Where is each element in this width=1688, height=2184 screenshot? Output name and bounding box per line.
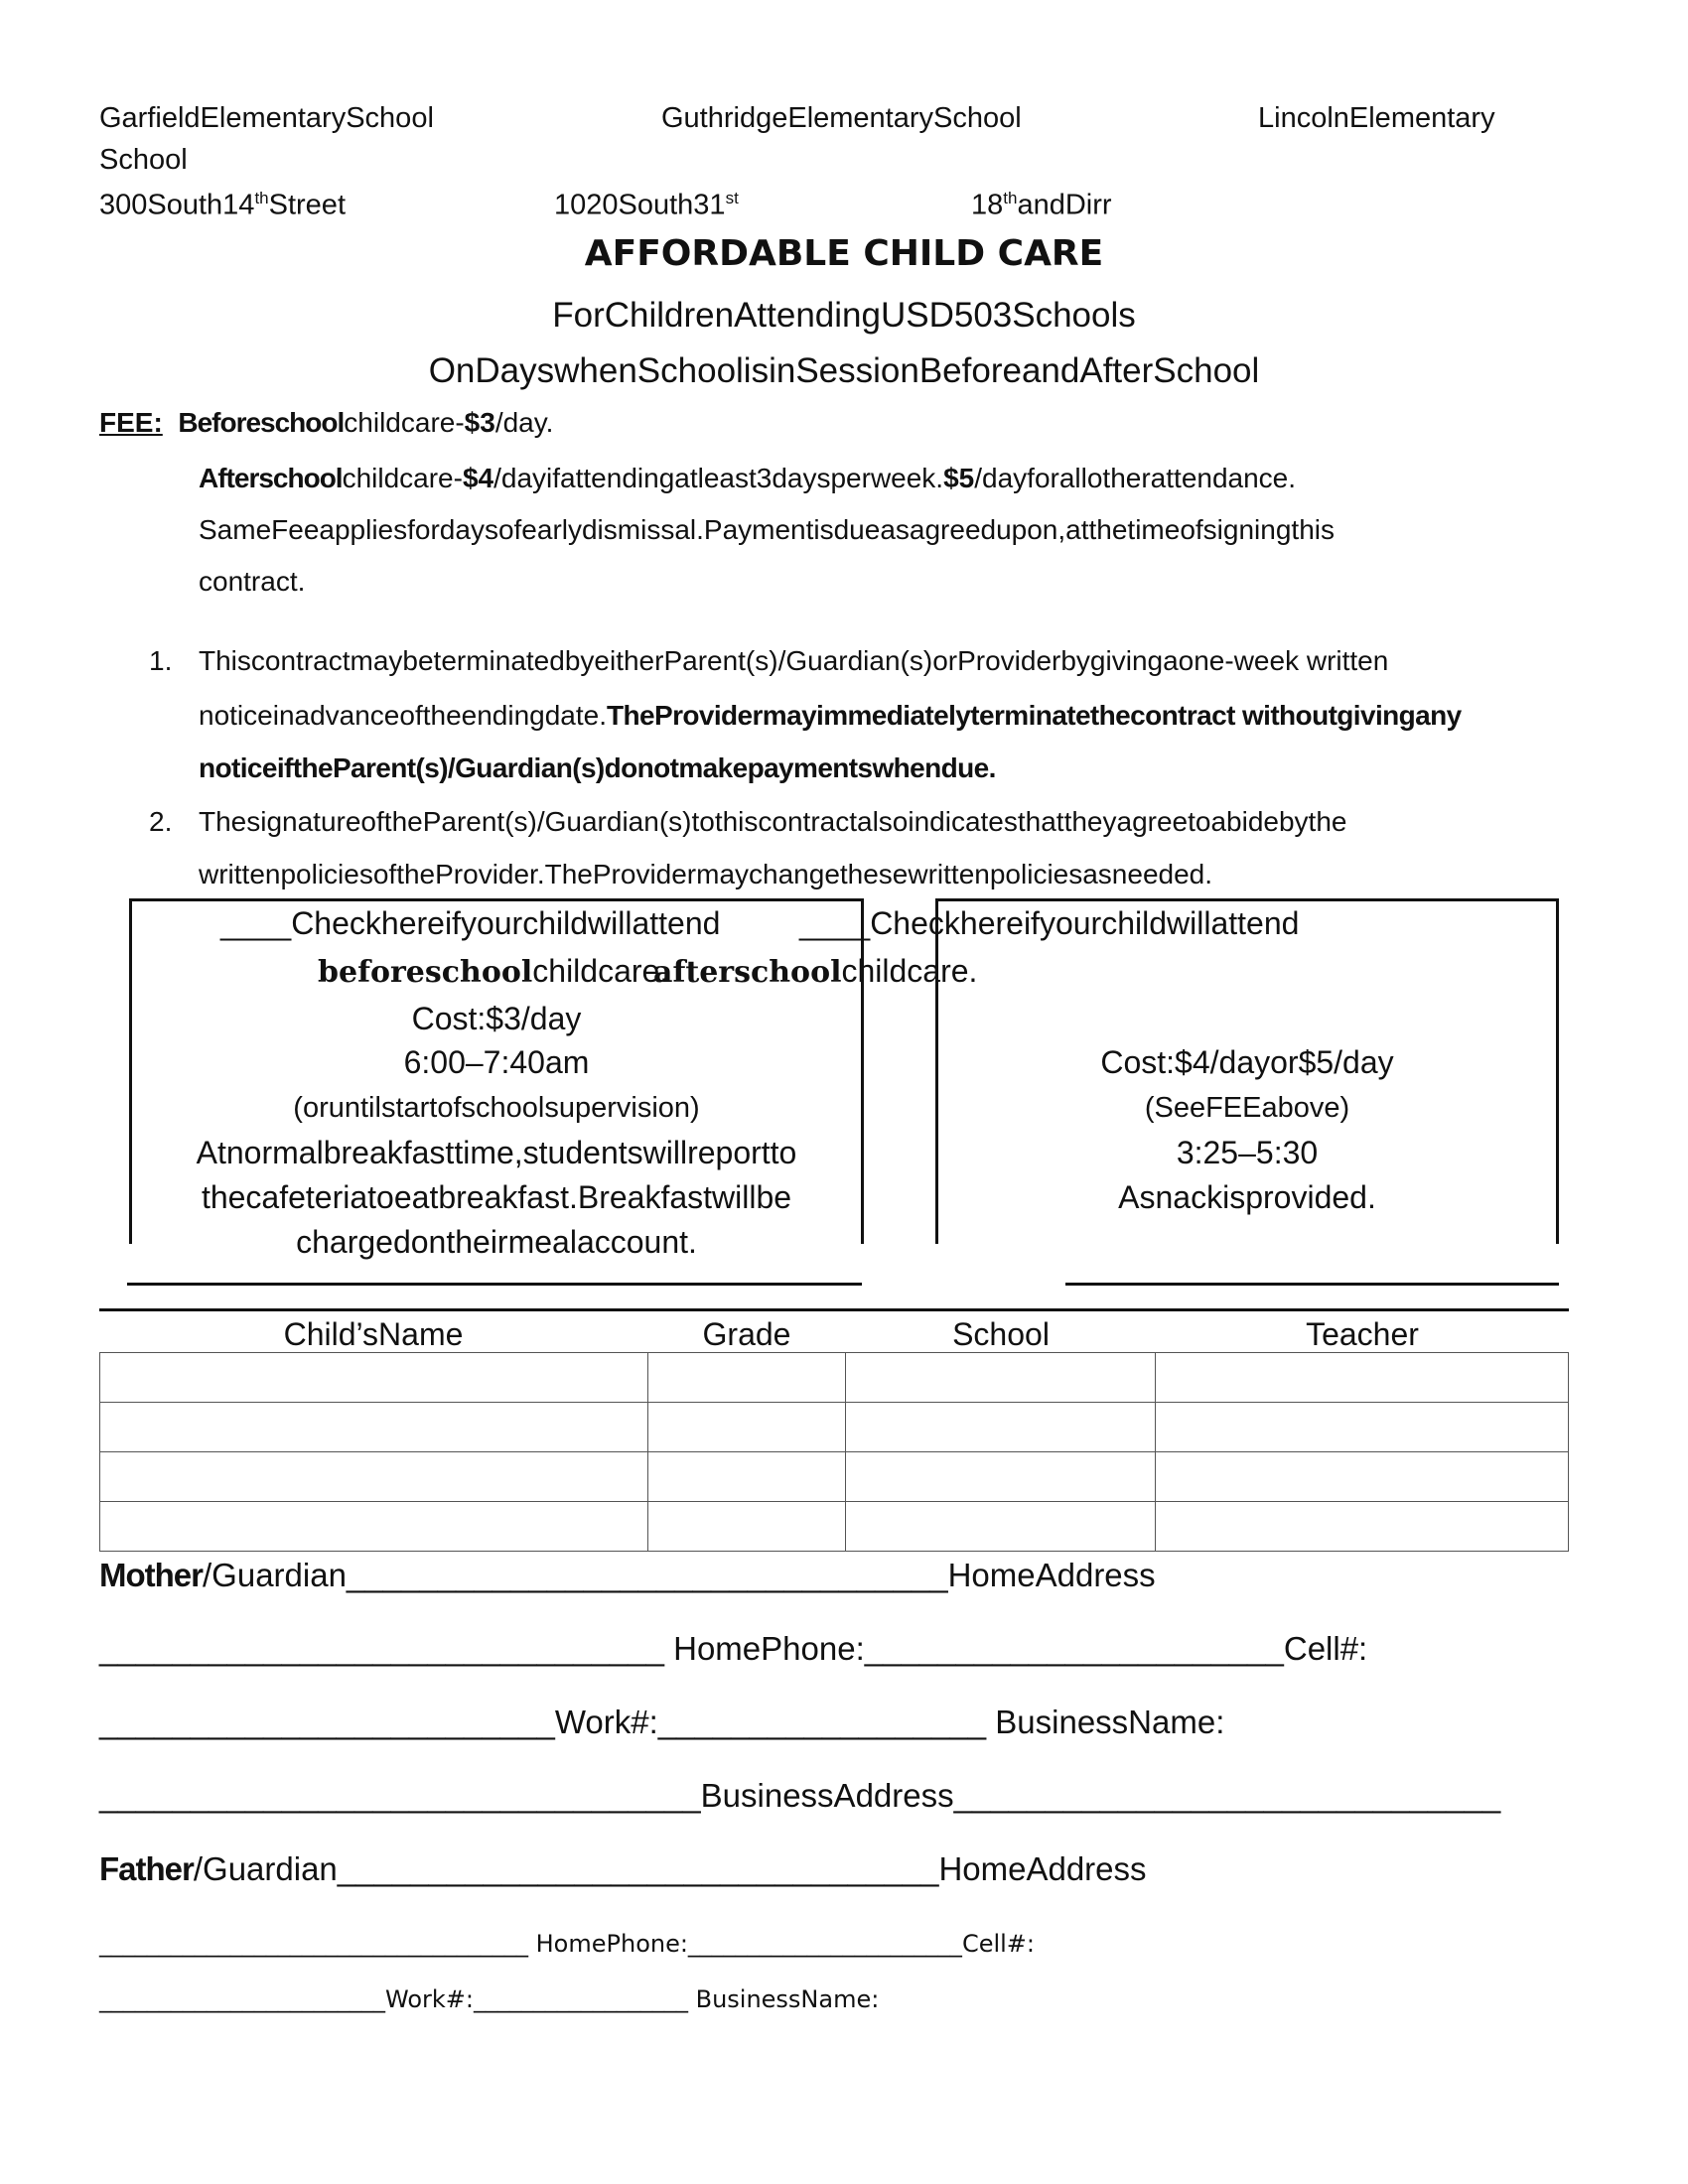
after-desc-1: Asnackisprovided.: [1118, 1179, 1376, 1215]
school3-address: 18thandDirr: [971, 189, 1112, 221]
after-box-top-border: [935, 898, 1559, 901]
header-child-name: Child’sName: [283, 1316, 464, 1352]
school-cell[interactable]: [846, 1403, 1156, 1452]
after-hours: 3:25–5:30: [1176, 1135, 1319, 1170]
header-teacher: Teacher: [1306, 1316, 1419, 1352]
table-top-rule: [99, 1308, 1569, 1311]
school-cell[interactable]: [846, 1353, 1156, 1403]
father-guardian-line[interactable]: Father/Guardian_________________________________HomeAddress: [99, 1850, 1147, 1887]
grade-cell[interactable]: [647, 1502, 846, 1552]
fee-before-line: FEE: Beforeschoolchildcare-$3/day.: [99, 407, 554, 438]
child-info-table: [99, 1352, 1569, 1552]
father-work-line[interactable]: ________________________Work#:__________________ BusinessName:: [99, 1985, 880, 2013]
after-box-bottom-line: [1065, 1283, 1559, 1286]
after-care-label: afterschoolchildcare.: [653, 953, 978, 990]
before-box-bottom-line: [127, 1283, 862, 1286]
before-care-label: beforeschoolchildcare.: [318, 953, 669, 990]
term-2-line-2: writtenpoliciesoftheProvider.TheProvidermaychangethesewrittenpoliciesasneeded.: [199, 859, 1213, 889]
school3-name: LincolnElementary: [1258, 102, 1495, 134]
school1-address: 300South14thStreet: [99, 189, 346, 221]
before-cost: Cost:$3/day: [411, 1001, 582, 1036]
teacher-cell[interactable]: [1156, 1403, 1569, 1452]
table-row: [100, 1403, 1569, 1452]
fee-line-3: contract.: [199, 566, 306, 597]
school-cell[interactable]: [846, 1452, 1156, 1502]
subtitle-2: OnDayswhenSchoolisinSessionBeforeandAfterSchool: [428, 351, 1260, 390]
term-2-number: 2.: [149, 806, 173, 837]
table-header: [99, 1316, 1569, 1352]
page-title: AFFORDABLE CHILD CARE: [584, 233, 1104, 274]
after-note: (SeeFEEabove): [1144, 1092, 1350, 1124]
table-row: [100, 1353, 1569, 1403]
mother-guardian-line[interactable]: Mother/Guardian_________________________________HomeAddress: [99, 1557, 1156, 1593]
mother-phone-line[interactable]: _______________________________ HomePhone:_______________________Cell#:: [99, 1630, 1368, 1667]
child-name-cell[interactable]: [100, 1502, 648, 1552]
before-desc-3: chargedontheirmealaccount.: [296, 1224, 697, 1260]
grade-cell[interactable]: [647, 1452, 846, 1502]
school-cell[interactable]: [846, 1502, 1156, 1552]
school2-address: 1020South31st: [554, 189, 739, 221]
fee-after-line: Afterschoolchildcare-$4/dayifattendingatleast3daysperweek.$5/dayforallotherattendance.: [199, 463, 1297, 493]
after-check-line[interactable]: ____Checkhereifyourchildwillattend: [799, 905, 1300, 941]
school2-name: GuthridgeElementarySchool: [661, 102, 1022, 134]
before-hours: 6:00–7:40am: [403, 1044, 590, 1080]
before-box-top-border: [129, 898, 864, 901]
before-desc-2: thecafeteriatoeatbreakfast.Breakfastwillbe: [201, 1179, 792, 1215]
mother-business-address-line[interactable]: _________________________________BusinessAddress______________________________: [99, 1777, 1501, 1814]
term-1-line-1: ThiscontractmaybeterminatedbyeitherParent(s)/Guardian(s)orProviderbygivingaone-week written: [199, 645, 1389, 676]
table-row: [100, 1452, 1569, 1502]
before-note: (oruntilstartofschoolsupervision): [293, 1092, 700, 1124]
teacher-cell[interactable]: [1156, 1452, 1569, 1502]
table-row: [100, 1502, 1569, 1552]
before-check-line[interactable]: ____Checkhereifyourchildwillattend: [220, 905, 721, 941]
header-school: School: [952, 1316, 1050, 1352]
mother-work-line[interactable]: _________________________Work#:__________________ BusinessName:: [99, 1704, 1225, 1740]
teacher-cell[interactable]: [1156, 1353, 1569, 1403]
father-phone-line[interactable]: ____________________________________ HomePhone:_______________________Cell#:: [99, 1930, 1035, 1958]
teacher-cell[interactable]: [1156, 1502, 1569, 1552]
school1-name: GarfieldElementarySchool: [99, 102, 434, 134]
child-name-cell[interactable]: [100, 1452, 648, 1502]
child-name-cell[interactable]: [100, 1403, 648, 1452]
term-1-line-2: noticeinadvanceoftheendingdate.TheProvidermayimmediatelyterminatethecontract withoutgivingany: [199, 700, 1462, 731]
child-name-cell[interactable]: [100, 1353, 648, 1403]
grade-cell[interactable]: [647, 1403, 846, 1452]
term-1-number: 1.: [149, 645, 173, 676]
subtitle-1: ForChildrenAttendingUSD503Schools: [552, 296, 1136, 335]
term-1-line-3: noticeiftheParent(s)/Guardian(s)donotmakepaymentswhendue.: [199, 752, 996, 783]
term-2-line-1: ThesignatureoftheParent(s)/Guardian(s)tothiscontractalsoindicatesthattheyagreetoabidebythe: [199, 806, 1347, 837]
after-cost: Cost:$4/dayor$5/day: [1100, 1044, 1394, 1080]
header-grade: Grade: [702, 1316, 791, 1352]
school3-name-cont: School: [99, 144, 188, 176]
grade-cell[interactable]: [647, 1353, 846, 1403]
before-desc-1: Atnormalbreakfasttime,studentswillreportto: [196, 1135, 797, 1170]
fee-line-2: SameFeeappliesfordaysofearlydismissal.Paymentisdueasagreedupon,atthetimeofsigningthis: [199, 514, 1335, 545]
